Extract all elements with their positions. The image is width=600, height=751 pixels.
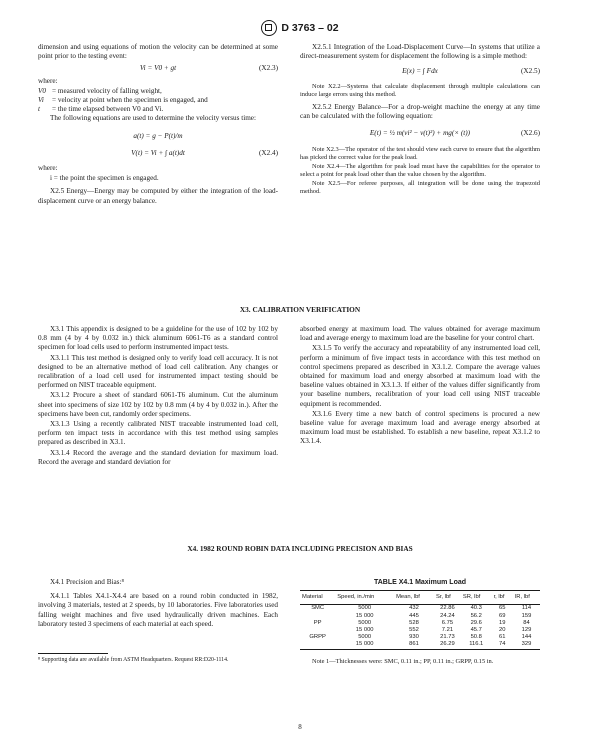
x3-left-column — [38, 325, 278, 468]
page-header — [0, 20, 600, 36]
table-row: 15 000 552 7.21 45.7 20 129 — [355, 627, 532, 634]
paragraph-x2-5-1: X2.5.1 Integration of the Load-Displacement Curve—In systems that utilize a direct-measurement system for displacement the following is a simple method: — [300, 43, 540, 61]
paragraph: dimension and using equations of motion the velocity can be determined at some point prior to the testing event: — [38, 43, 278, 61]
note-x2-5: Note X2.5—For referee purposes, all integration will be done using the trapezoid method. — [300, 180, 540, 196]
where-label: where: — [38, 76, 58, 85]
section-title-x4: X4. 1982 ROUND ROBIN DATA INCLUDING PRECISION AND BIAS — [187, 544, 413, 553]
equation-x2-3: Vi = V0 + gt (X2.3) — [139, 64, 278, 73]
x3-right-column — [300, 325, 540, 448]
col-header: SR, lbf — [461, 591, 492, 605]
paragraph-x3-1-4: X3.1.4 Record the average and the standard deviation for maximum load. Record the average and standard deviation for — [38, 448, 278, 466]
col-header: lR, lbf — [513, 591, 540, 605]
table-header-row — [300, 591, 540, 605]
col-header: Sr, lbf — [434, 591, 461, 605]
paragraph-x4-1-1: X4.1.1 Tables X4.1-X4.4 are based on a round robin conducted in 1982, involving 3 materials, tested at 2 speeds, by 10 laboratories. Five laboratories used falling weight machines and five used hydraulically driven machines. Each laboratory tested 3 specimens of each material at each speed. — [38, 592, 278, 628]
paragraph-x2-5: X2.5 Energy—Energy may be computed by either the integration of the load-displacement curve or an energy balance. — [38, 187, 278, 205]
col-header: Mean, lbf — [394, 591, 434, 605]
section-title-x3: X3. CALIBRATION VERIFICATION — [239, 305, 361, 314]
definition: Vi = velocity at point when the specimen is engaged, and — [38, 96, 208, 105]
footnote-rule — [38, 653, 108, 654]
note-x2-2: Note X2.2—Systems that calculate displacement through multiple calculations can induce large errors using this method. — [300, 82, 540, 98]
footnote: ⁸ Supporting data are available from ASTM Headquarters. Request RR:D20-1114. — [38, 657, 229, 663]
note-x2-4: Note X2.4—The algorithm for peak load must have the capabilities for the operator to select a point for peak load other than the value chosen by the algorithm. — [300, 163, 540, 179]
designation: D 3763 – 02 — [281, 21, 339, 34]
equation-x2-4: V(t) = Vi + ∫ a(t)dt (X2.4) — [131, 148, 278, 157]
table-row: SMC 5000 432 22.86 40.3 65 114 — [311, 605, 532, 612]
equation-x2-6: E(t) = ½ m(vi² − v(t)²) + mg(× (t)) (X2.6) — [369, 129, 540, 138]
note-x2-3: Note X2.3—The operator of the test should view each curve to ensure that the algorithm has picked the correct value for the peak load. — [300, 146, 540, 162]
max-load-table — [300, 590, 540, 649]
paragraph-x4-1: X4.1 Precision and Bias:⁸ — [50, 578, 124, 586]
table-note: Note 1—Thicknesses were: SMC, 0.11 in.; PP, 0.11 in.; GRPP, 0.15 in. — [312, 657, 494, 665]
table-row: 15 000 445 24.24 56.2 69 159 — [355, 612, 532, 619]
paragraph-x3-1-1: X3.1.1 This test method is designed only to verify load cell accuracy. It is not designed to be an alternative method of load cell calibration. Any changes or recalibration of a load cell used for instrumented impact testing should be performed on NIST traceable equipment. — [38, 353, 278, 390]
paragraph-x3-1-6: X3.1.6 Every time a new batch of control specimens is procured a new baseline value for average maximum load and average energy absorbed at maximum load must be established. To establish a new baseline, repeat X3.1.2 to X3.1.4. — [300, 409, 540, 446]
paragraph: The following equations are used to determine the velocity versus time: — [50, 114, 256, 123]
table-row: 15 000 861 26.29 116.1 74 329 — [300, 641, 540, 649]
astm-logo-icon — [261, 20, 277, 36]
definition: V0 = measured velocity of falling weight, — [38, 86, 162, 95]
paragraph-x3-1-5: X3.1.5 To verify the accuracy and repeatability of any instrumented load cell, perform a minimum of five impact tests in accordance with this test method on control specimens prepared as described in X3.1.2. Compare the average values obtained for maximum load and energy absorbed at maximum load with the baseline values obtained in X3.1.3. If either of the values differ significantly from your baseline numbers, recalibration of your load cell using NIST traceable equipment is recommended. — [300, 344, 540, 408]
table-row: GRPP 5000 930 21.73 50.8 61 144 — [309, 634, 532, 641]
paragraph-x3-1-2: X3.1.2 Procure a sheet of standard 6061-T6 aluminum. Cut the aluminum sheet into specimens of size 102 by 102 by 0.8 mm (4 by 4 by 0.032 in.). After the specimens have been cut, randomly order specimens. — [38, 391, 278, 418]
x4-left-column — [38, 578, 278, 630]
paragraph-continued: absorbed energy at maximum load. The values obtained for average maximum load and average energy to maximum load are the baseline for your control chart. — [300, 325, 540, 343]
col-header: Material — [300, 591, 335, 605]
col-header: r, lbf — [492, 591, 513, 605]
equation-a: a(t) = g − P(t)/m — [133, 131, 183, 140]
right-column-top — [300, 43, 540, 197]
paragraph-x2-5-2: X2.5.2 Energy Balance—For a drop-weight machine the energy at any time can be calculated with the following equation: — [300, 102, 540, 120]
page-number: 8 — [298, 723, 302, 731]
table-row: PP 5000 528 6.75 29.6 19 84 — [313, 619, 530, 626]
paragraph-x3-1-3: X3.1.3 Using a recently calibrated NIST traceable instrumented load cell, perform ten impact tests in accordance with this test method using samples prepared as described in X3.1. — [38, 420, 278, 447]
left-column-top — [38, 43, 278, 207]
equation-x2-5: E(x) = ∫ Fdx (X2.5) — [402, 67, 540, 76]
where-label: where: — [38, 164, 58, 173]
definition-i: i = the point the specimen is engaged. — [50, 174, 159, 183]
paragraph-x3-1: X3.1 This appendix is designed to be a guideline for the use of 102 by 102 by 0.8 mm (4 by 4 by 0.032 in.) thick aluminum 6061-T6 as a standard control specimen for load cells used to perform instrumented impact tests. — [38, 325, 278, 352]
table-title: TABLE X4.1 Maximum Load — [373, 579, 467, 586]
definition: t = the time elapsed between V0 and Vi. — [38, 105, 164, 114]
table-x4-1-container — [300, 578, 540, 667]
col-header: Speed, in./min — [335, 591, 394, 605]
